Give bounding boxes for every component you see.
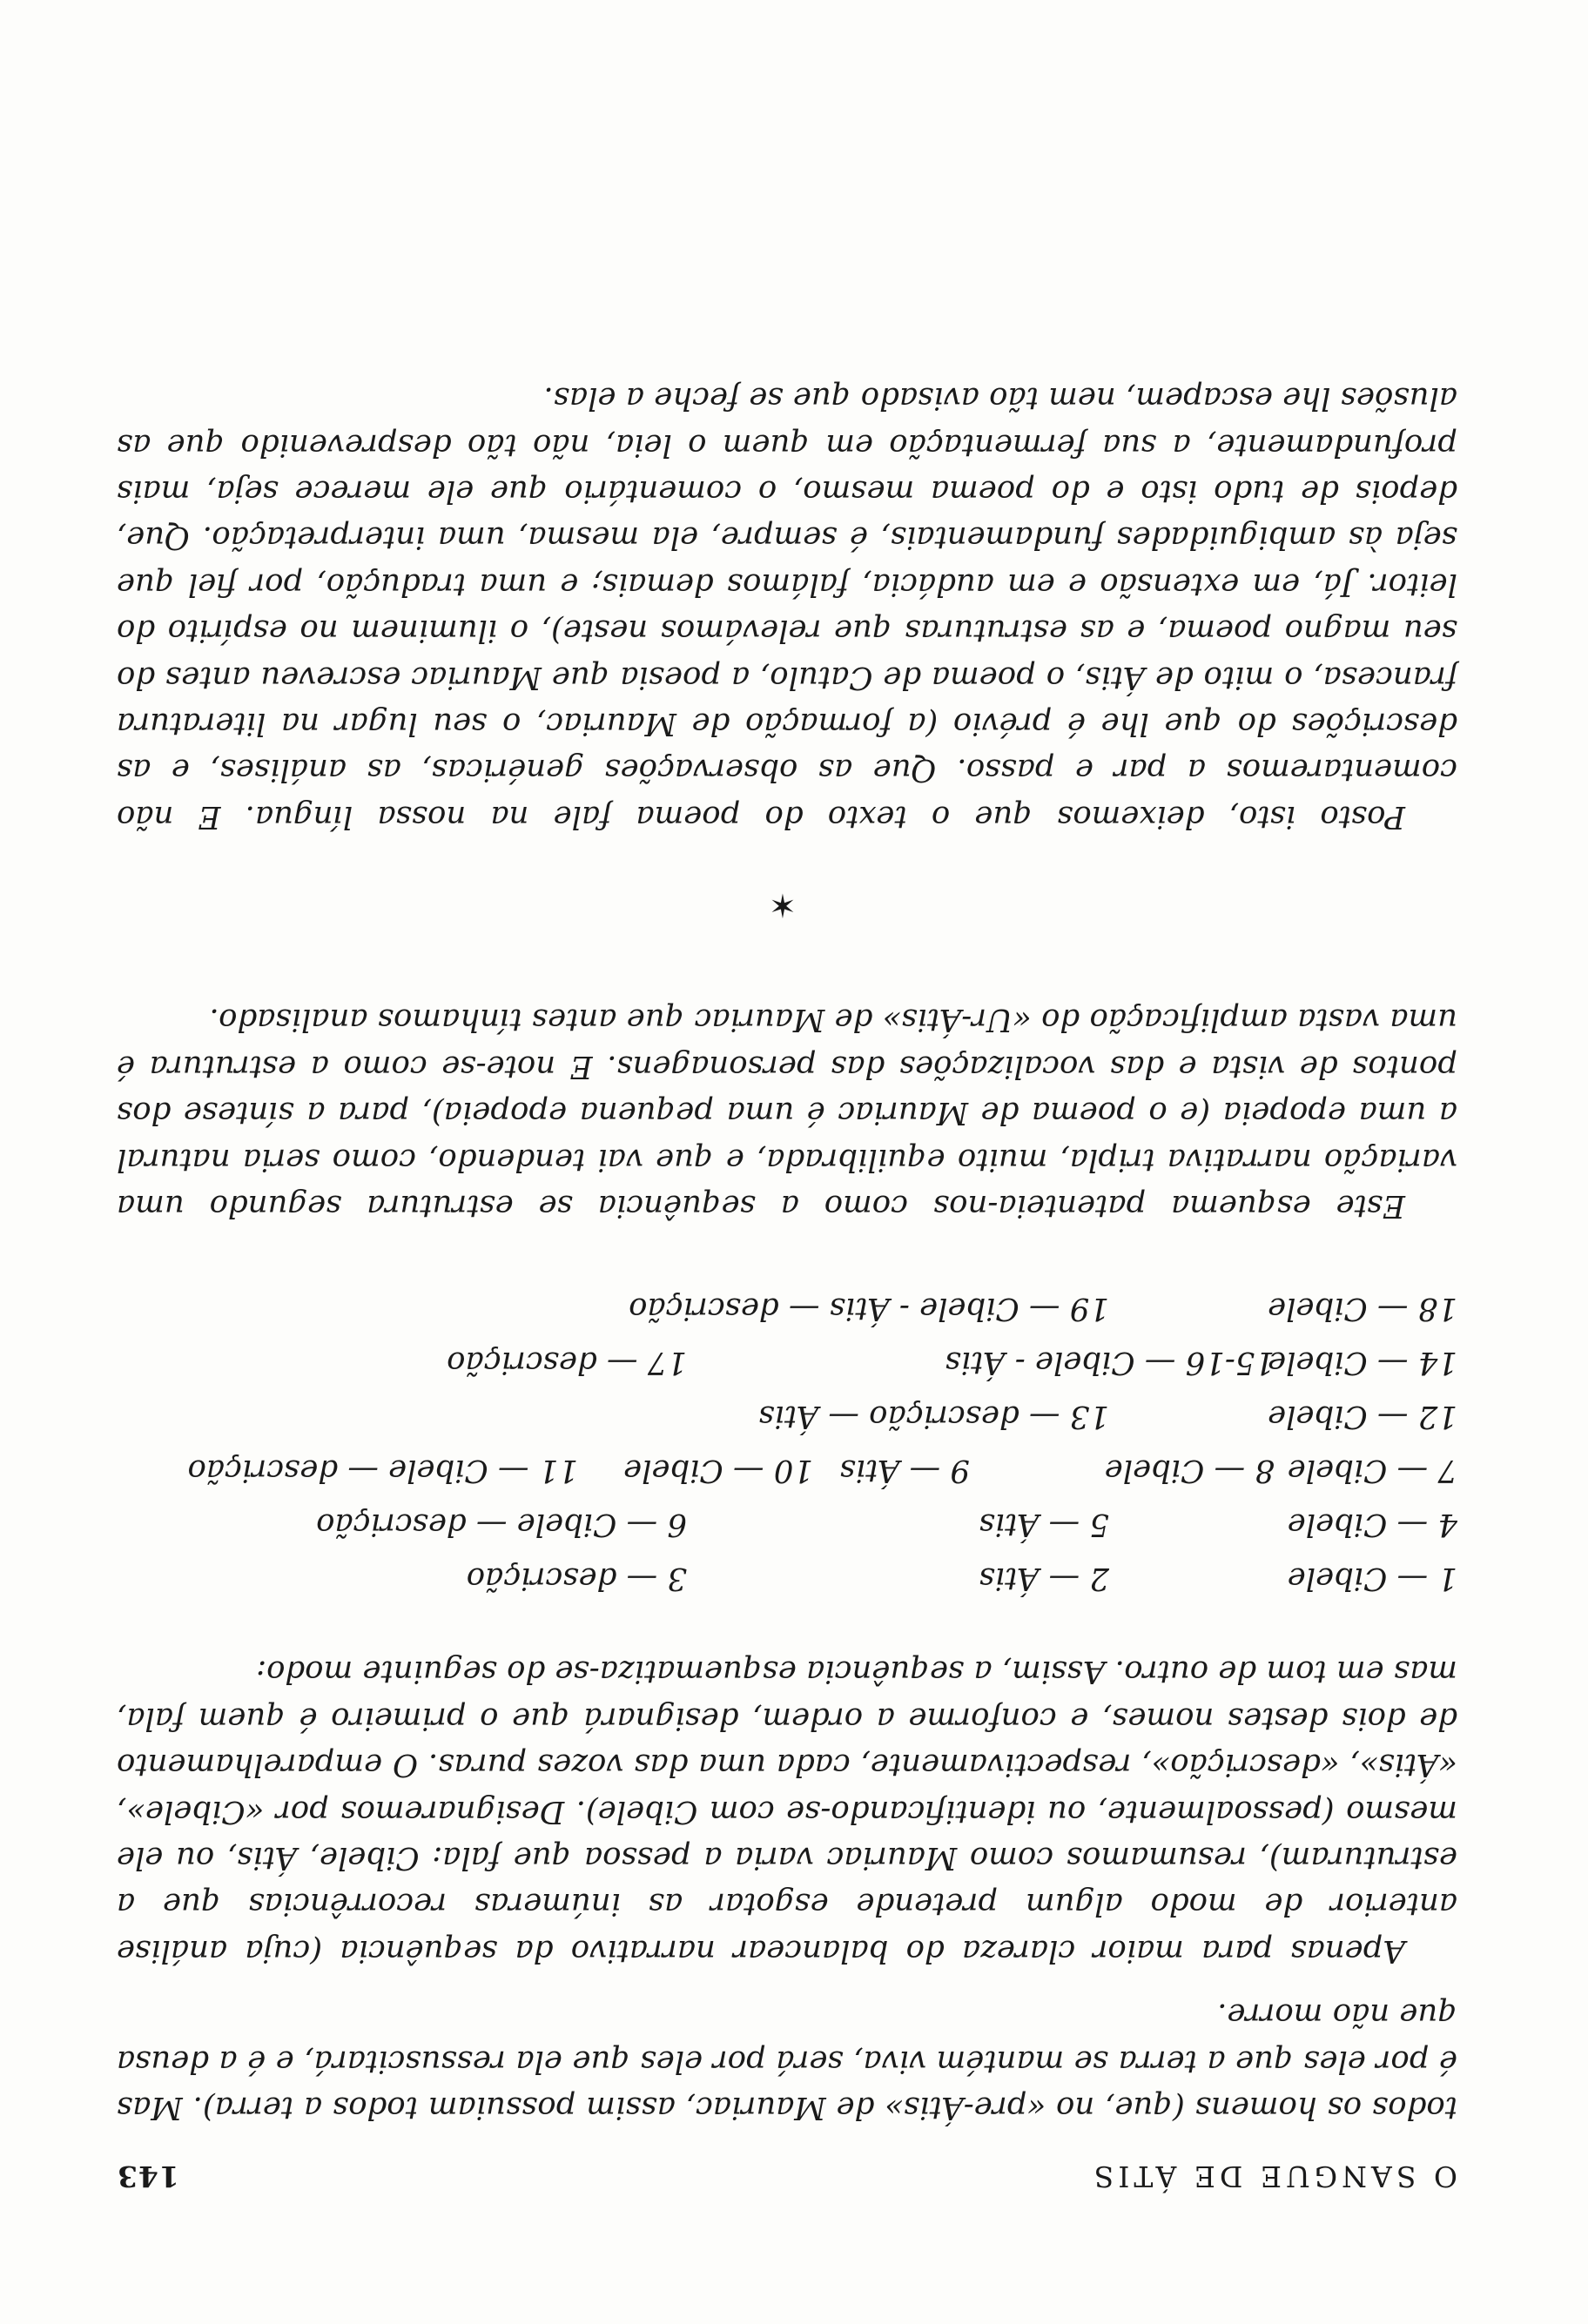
scheme-row [117, 1551, 1457, 1605]
page-content [117, 375, 1457, 2193]
running-title: O SANGUE DE ÁTIS [1089, 2159, 1457, 2193]
scheme-row [117, 1389, 1457, 1443]
running-header [117, 2141, 1457, 2193]
scheme-entry: 5 — Átis [979, 1506, 1109, 1542]
scheme-entry: 3 — descrição [466, 1560, 687, 1596]
scheme-entry: 19 — Cibele - Átis — descrição [629, 1290, 1109, 1327]
paragraph-4: Posto isto, deixemos que o texto do poema fale na nossa língua. E não comentaremos a par e passo. Que as observações genéricas, as análises, e as descrições do que lhe é prévio (a formação de Mauriac, o seu lugar na literatura francesa, o mito de Átis, o poema de Catulo, a poesia que Mauriac escreveu antes do seu magno poema, e as estruturas que relevámos neste), o iluminem no espírito do leitor. Já, em extensão e em audácia, falámos demais; e uma tradução, por fiel que seja às ambiguidades fundamentais, é sempre, ela mesma, uma interpretação. Que, depois de tudo isto e do poema mesmo, o comentário que ele merece seja, mais profundamente, a sua fermentação em quem o leia, não tão desprevenido que as alusões lhe escapem, nem tão avisado que se feche a elas. [117, 380, 1457, 835]
scheme-entry: 7 — Cibele [1287, 1452, 1457, 1488]
scheme-row [117, 1281, 1457, 1335]
scheme-entry: 13 — descrição — Átis [758, 1398, 1109, 1434]
section-separator [117, 840, 1457, 936]
scheme-entry: 6 — Cibele — descrição [316, 1506, 687, 1542]
scheme-row [117, 1443, 1457, 1497]
scheme-entry: 2 — Átis [979, 1560, 1109, 1596]
scheme-entry: 17 — descrição [447, 1344, 687, 1380]
scheme-entry: 15-16 — Cibele - Átis [945, 1344, 1275, 1380]
star-ornament: ✶ [769, 885, 797, 924]
scheme-entry: 11 — Cibele — descrição [187, 1452, 578, 1488]
scheme-entry: 18 — Cibele [1268, 1290, 1457, 1327]
scheme-entry: 12 — Cibele [1268, 1398, 1457, 1434]
sequence-scheme [117, 1281, 1457, 1605]
paragraph-3: Este esquema patenteia-nos como a sequência se estrutura segundo uma variação narrativa tripla, muito equilibrada, e que vai tendendo, como seria natural a uma epopeia (e o poema de Mauriac é uma pequena epopeia), para a síntese dos pontos de vista e das vocalizações das personagens. E note-se como a estrutura é uma vasta amplificação do «Ur-Átis» de Mauriac que antes tínhamos analisado. [117, 1002, 1457, 1224]
paragraph-2: Apenas para maior clareza do balancear narrativo da sequência (cuja análise anterior de modo algum pretende esgotar as inúmeras recorrências que a estruturam), resumamos como Mauriac varia a pessoa que fala: Cibele, Átis, ou ele mesmo (pessoalmente, ou identificando-se com Cibele). Designaremos por «Cibele», «Átis», «descrição», respectivamente, cada uma das vozes puras. O emparelhamento de dois destes nomes, e conforme a ordem, designará que o primeiro é quem fala, mas em tom de outro. Assim, a sequência esquematiza-se do seguinte modo: [117, 1654, 1457, 1969]
scheme-entry: 10 — Cibele [623, 1452, 813, 1488]
scheme-row [117, 1497, 1457, 1551]
page-number: 143 [117, 2159, 179, 2193]
scheme-entry: 1 — Cibele [1287, 1560, 1457, 1596]
paragraph-1: todos os homens (que, no «pre-Átis» de Mauriac, assim possuiam todos a terra). Mas é por eles que a terra se mantém viva, será por eles que ela ressuscitará, e é a deusa que não morre. [117, 1997, 1457, 2126]
scheme-entry: 8 — Cibele [1104, 1452, 1275, 1488]
scheme-row [117, 1335, 1457, 1389]
scheme-entry: 9 — Átis [839, 1452, 970, 1488]
scheme-entry: 4 — Cibele [1287, 1506, 1457, 1542]
scheme-entry: 14 — Cibele [1268, 1344, 1457, 1380]
